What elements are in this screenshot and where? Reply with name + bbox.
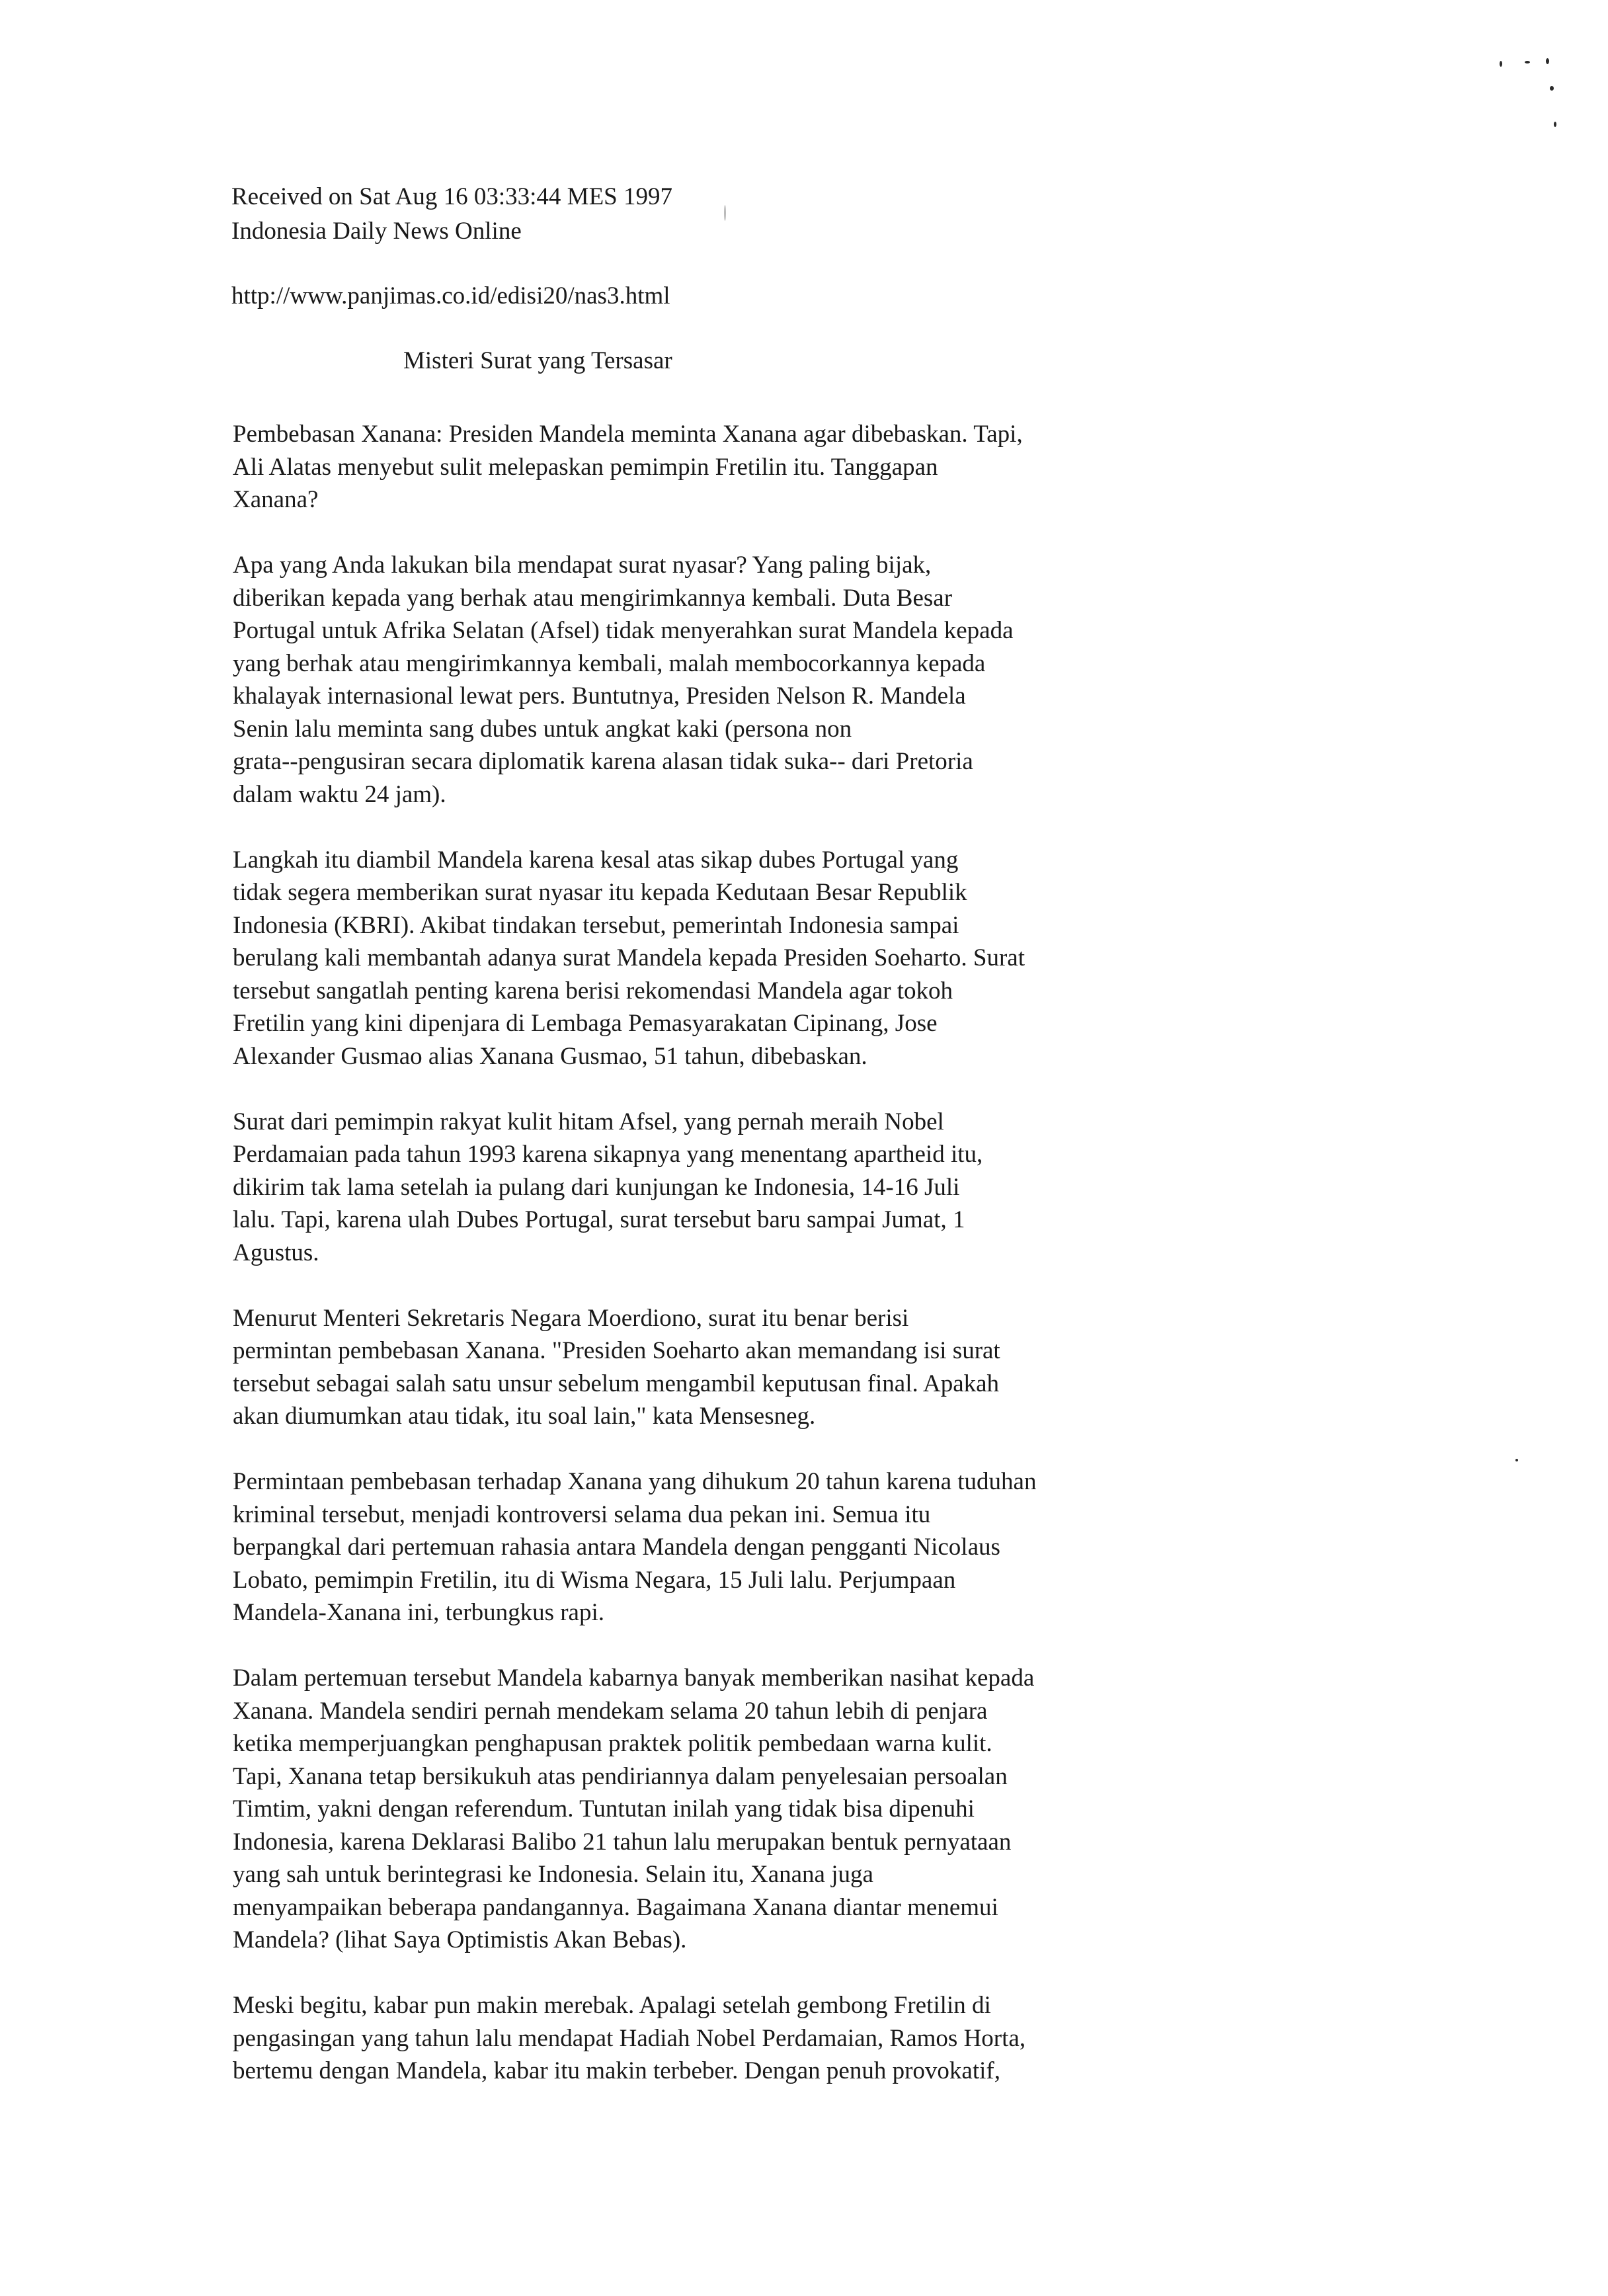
scan-speck — [1515, 1459, 1518, 1461]
email-header — [231, 180, 672, 249]
text-line: Alexander Gusmao alias Xanana Gusmao, 51 tahun, dibebaskan. — [233, 1042, 867, 1070]
source-url: http://www.panjimas.co.id/edisi20/nas3.html — [231, 282, 670, 309]
article-title: Misteri Surat yang Tersasar — [403, 347, 672, 374]
text-line: Apa yang Anda lakukan bila mendapat surat nyasar? Yang paling bijak, — [233, 552, 932, 579]
text-line: Timtim, yakni dengan referendum. Tuntutan inilah yang tidak bisa dipenuhi — [233, 1795, 975, 1823]
paragraph — [233, 418, 1172, 516]
received-line: Received on Sat Aug 16 03:33:44 MES 1997 — [231, 183, 672, 210]
text-line: pengasingan yang tahun lalu mendapat Hadiah Nobel Perdamaian, Ramos Horta, — [233, 2024, 1026, 2052]
text-line: menyampaikan beberapa pandangannya. Bagaimana Xanana diantar menemui — [233, 1893, 998, 1921]
text-line: permintan pembebasan Xanana. "Presiden Soeharto akan memandang isi surat — [233, 1337, 1000, 1364]
text-line: Xanana? — [233, 486, 319, 513]
text-line: Agustus. — [233, 1239, 319, 1266]
text-line: Lobato, pemimpin Fretilin, itu di Wisma Negara, 15 Juli lalu. Perjumpaan — [233, 1566, 956, 1594]
text-line: Meski begitu, kabar pun makin merebak. Apalagi setelah gembong Fretilin di — [233, 1992, 991, 2019]
scan-speck — [724, 205, 726, 221]
text-line: Portugal untuk Afrika Selatan (Afsel) tidak menyerahkan surat Mandela kepada — [233, 617, 1014, 644]
text-line: ketika memperjuangkan penghapusan praktek politik pembedaan warna kulit. — [233, 1730, 992, 1757]
text-line: yang sah untuk berintegrasi ke Indonesia. Selain itu, Xanana juga — [233, 1861, 873, 1888]
text-line: bertemu dengan Mandela, kabar itu makin terbeber. Dengan penuh provokatif, — [233, 2057, 1000, 2084]
text-line: Mandela? (lihat Saya Optimistis Akan Bebas). — [233, 1926, 687, 1953]
text-line: tersebut sangatlah penting karena berisi rekomendasi Mandela agar tokoh — [233, 977, 953, 1004]
paragraph — [233, 1302, 1172, 1433]
text-line: diberikan kepada yang berhak atau mengirimkannya kembali. Duta Besar — [233, 584, 953, 612]
paragraph — [233, 1662, 1172, 1957]
source-line: Indonesia Daily News Online — [231, 218, 522, 245]
text-line: Mandela-Xanana ini, terbungkus rapi. — [233, 1599, 605, 1626]
text-line: Indonesia (KBRI). Akibat tindakan tersebut, pemerintah Indonesia sampai — [233, 911, 959, 939]
text-line: Langkah itu diambil Mandela karena kesal atas sikap dubes Portugal yang — [233, 846, 959, 874]
scan-speck — [1500, 61, 1502, 67]
text-line: khalayak internasional lewat pers. Buntutnya, Presiden Nelson R. Mandela — [233, 682, 966, 710]
text-line: tidak segera memberikan surat nyasar itu kepada Kedutaan Besar Republik — [233, 879, 967, 906]
text-line: berulang kali membantah adanya surat Mandela kepada Presiden Soeharto. Surat — [233, 944, 1025, 971]
text-line: yang berhak atau mengirimkannya kembali, malah membocorkannya kepada — [233, 649, 986, 677]
text-line: dalam waktu 24 jam). — [233, 780, 446, 808]
text-line: Ali Alatas menyebut sulit melepaskan pemimpin Fretilin itu. Tanggapan — [233, 453, 938, 481]
text-line: Senin lalu meminta sang dubes untuk angkat kaki (persona non — [233, 715, 852, 743]
text-line: Fretilin yang kini dipenjara di Lembaga Pemasyarakatan Cipinang, Jose — [233, 1010, 938, 1037]
text-line: kriminal tersebut, menjadi kontroversi selama dua pekan ini. Semua itu — [233, 1500, 931, 1528]
text-line: lalu. Tapi, karena ulah Dubes Portugal, surat tersebut baru sampai Jumat, 1 — [233, 1206, 965, 1233]
text-line: akan diumumkan atau tidak, itu soal lain," kata Mensesneg. — [233, 1403, 816, 1430]
text-line: Pembebasan Xanana: Presiden Mandela meminta Xanana agar dibebaskan. Tapi, — [233, 421, 1023, 448]
scan-speck — [1550, 86, 1554, 91]
text-line: Perdamaian pada tahun 1993 karena sikapnya yang menentang apartheid itu, — [233, 1141, 983, 1168]
text-line: grata--pengusiran secara diplomatik karena alasan tidak suka-- dari Pretoria — [233, 748, 973, 775]
text-line: dikirim tak lama setelah ia pulang dari kunjungan ke Indonesia, 14-16 Juli — [233, 1173, 960, 1201]
text-line: Surat dari pemimpin rakyat kulit hitam Afsel, yang pernah meraih Nobel — [233, 1108, 944, 1135]
scan-speck — [1546, 58, 1549, 64]
text-line: berpangkal dari pertemuan rahasia antara Mandela dengan pengganti Nicolaus — [233, 1534, 1000, 1561]
text-line: tersebut sebagai salah satu unsur sebelum mengambil keputusan final. Apakah — [233, 1370, 1000, 1397]
paragraph — [233, 1106, 1172, 1270]
article-body — [233, 418, 1172, 2120]
text-line: Menurut Menteri Sekretaris Negara Moerdiono, surat itu benar berisi — [233, 1304, 909, 1332]
paragraph — [233, 844, 1172, 1073]
paragraph — [233, 1465, 1172, 1629]
scan-speck — [1525, 61, 1530, 63]
scan-speck — [1554, 122, 1556, 127]
text-line: Xanana. Mandela sendiri pernah mendekam selama 20 tahun lebih di penjara — [233, 1697, 988, 1725]
text-line: Dalam pertemuan tersebut Mandela kabarnya banyak memberikan nasihat kepada — [233, 1664, 1035, 1692]
text-line: Tapi, Xanana tetap bersikukuh atas pendiriannya dalam penyelesaian persoalan — [233, 1762, 1008, 1790]
text-line: Permintaan pembebasan terhadap Xanana yang dihukum 20 tahun karena tuduhan — [233, 1468, 1037, 1495]
paragraph — [233, 549, 1172, 811]
text-line: Indonesia, karena Deklarasi Balibo 21 tahun lalu merupakan bentuk pernyataan — [233, 1828, 1012, 1856]
paragraph — [233, 1989, 1172, 2088]
